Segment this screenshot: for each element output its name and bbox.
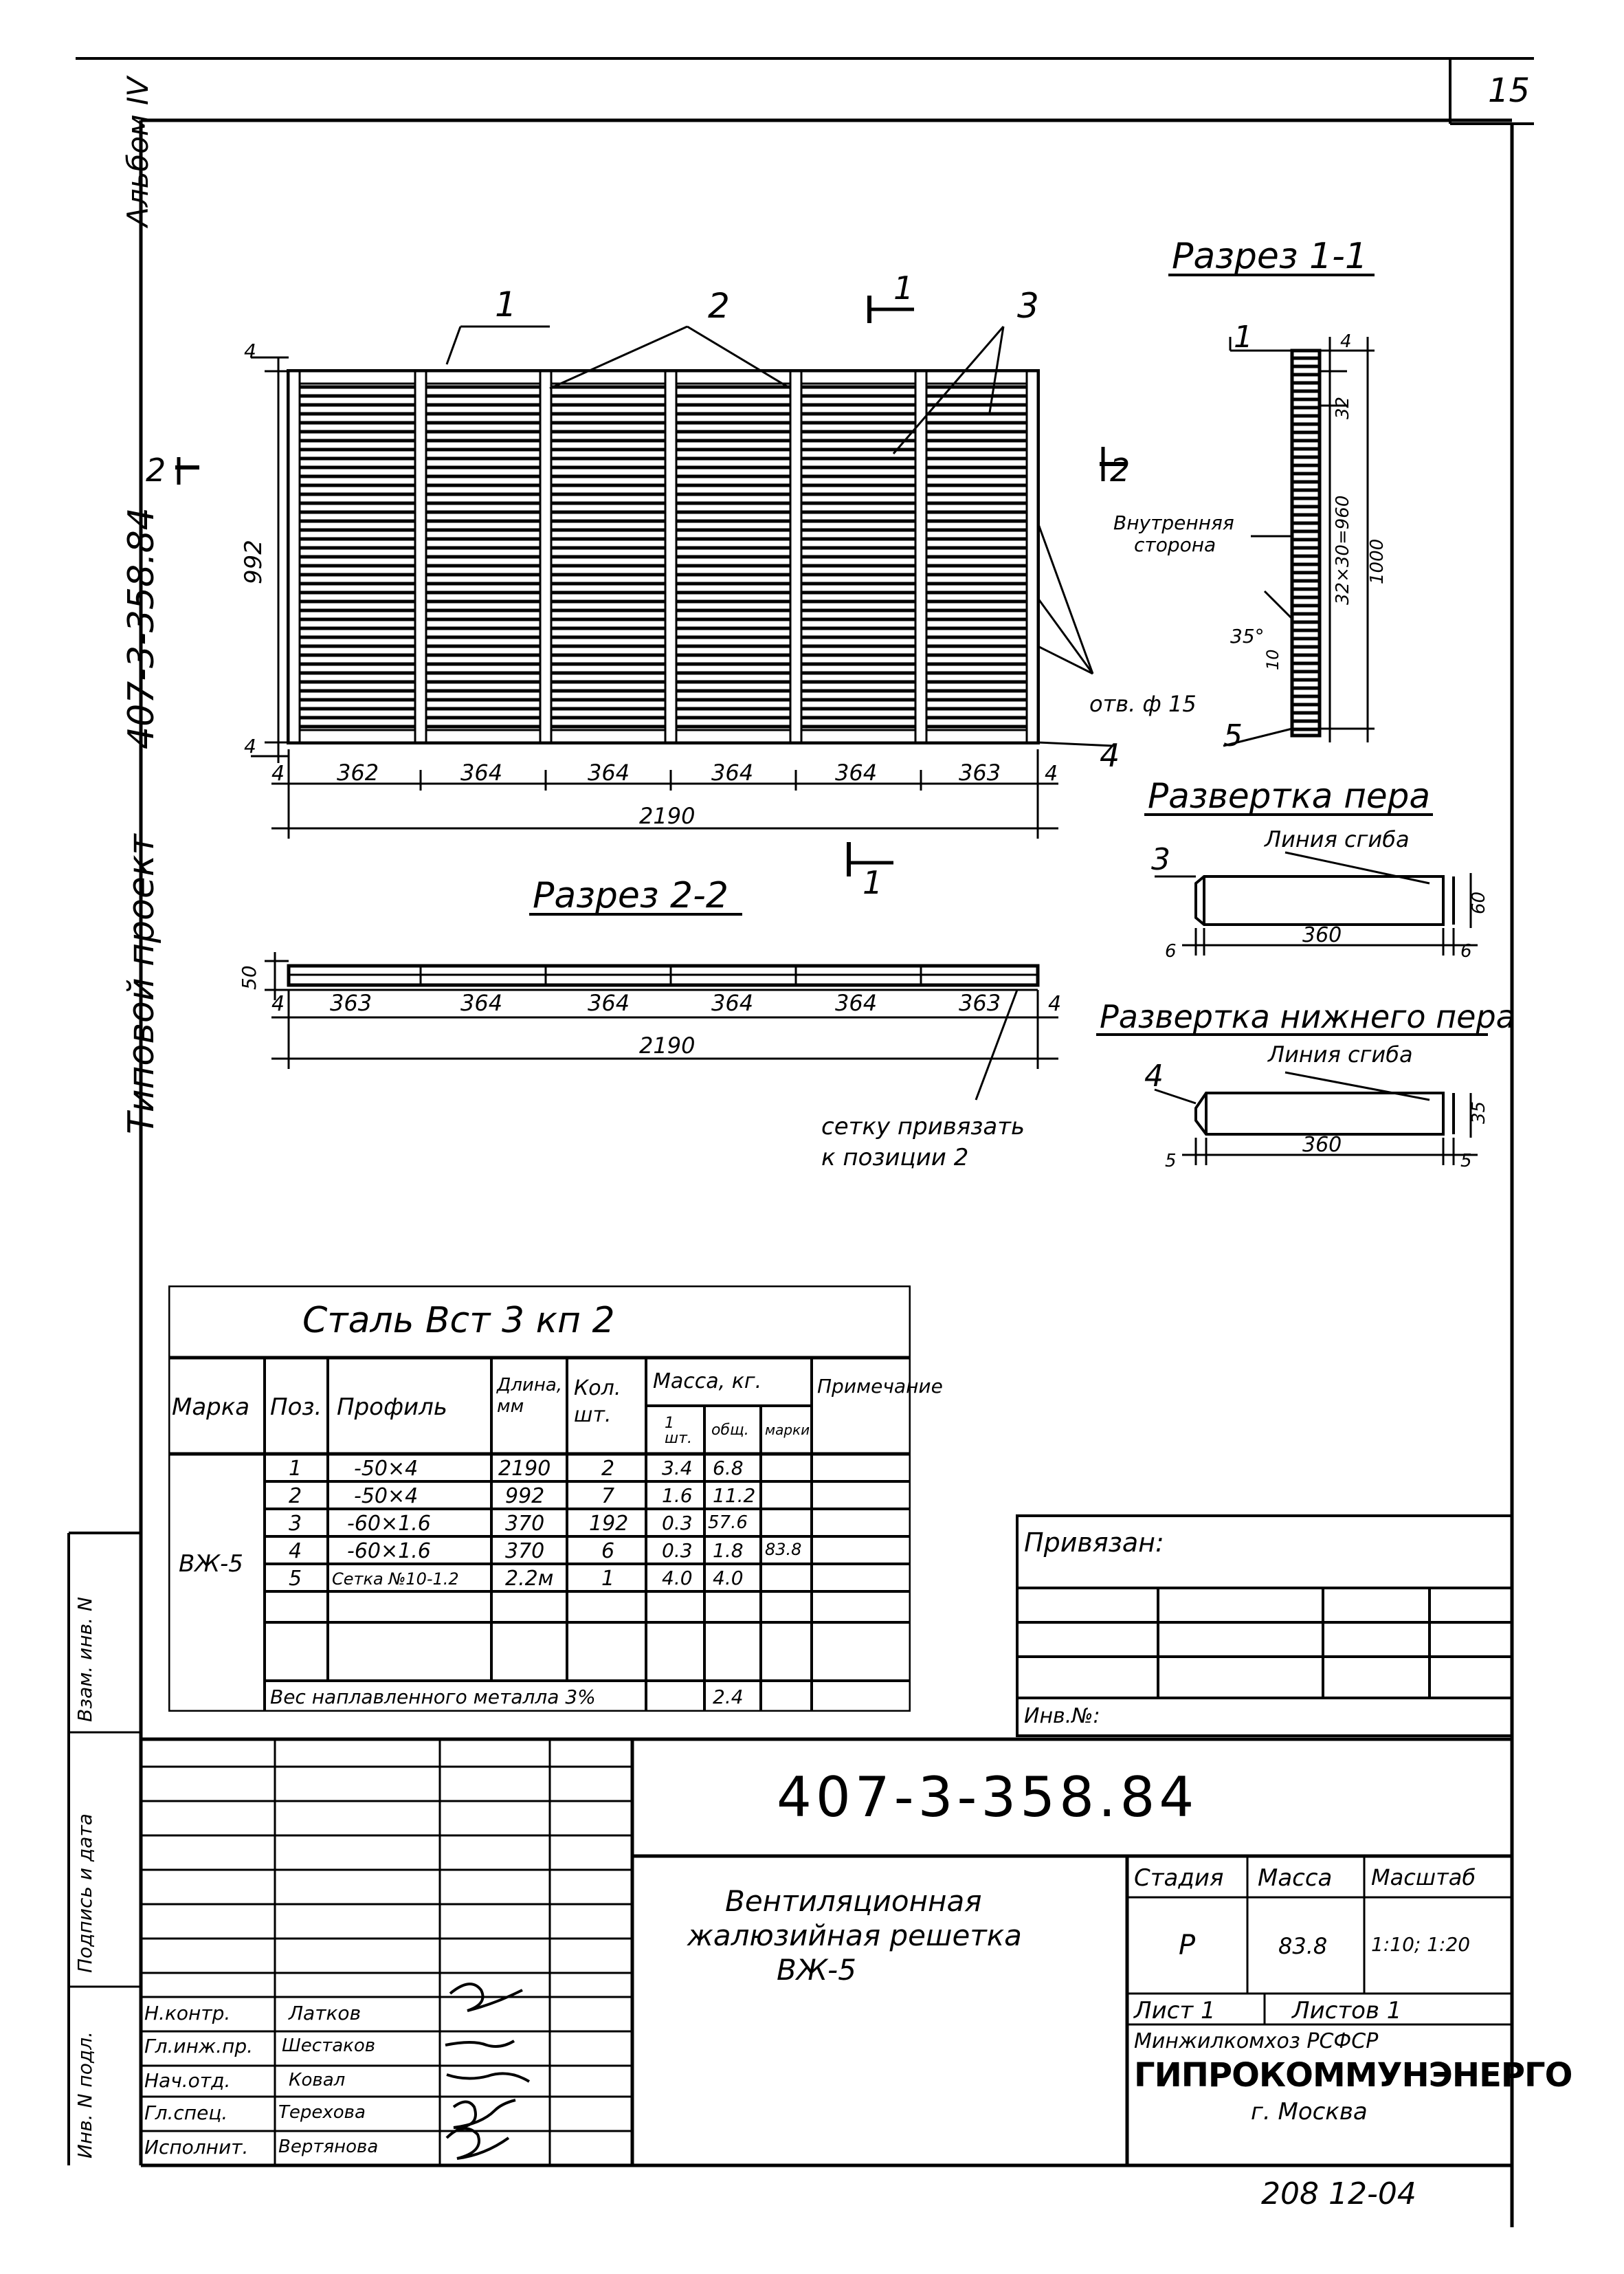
lower-blade-bend: Линия сгиба bbox=[1268, 1041, 1413, 1068]
margin-label-replace: Взам. инв. N bbox=[74, 1597, 96, 1722]
scale-value: 1:10; 1:20 bbox=[1371, 1933, 1471, 1956]
section-2-2-dim-left: 4 bbox=[271, 992, 285, 1016]
spec-weld-label: Вес наплавленного металла 3% bbox=[270, 1686, 596, 1708]
spec-row-profile: -50×4 bbox=[354, 1457, 419, 1481]
blade-unfold-bend: Линия сгиба bbox=[1265, 826, 1410, 852]
signature-1 bbox=[450, 1984, 522, 2011]
callout-3: 3 bbox=[1017, 286, 1039, 326]
spec-row-total: 11.2 bbox=[713, 1484, 756, 1507]
section-mark-1-bottom: 1 bbox=[863, 864, 883, 901]
section-1-1-dim-small: 10 bbox=[1263, 649, 1282, 670]
section-2-2-segment-1: 364 bbox=[460, 990, 503, 1016]
lower-blade-callout: 4 bbox=[1144, 1059, 1164, 1094]
spec-header-mark: Марка bbox=[172, 1393, 250, 1421]
sheets-label: Листов 1 bbox=[1292, 1997, 1402, 2024]
dim-side-right: 4 bbox=[1045, 762, 1058, 786]
role-label: Гл.инж.пр. bbox=[144, 2035, 254, 2057]
spec-row-length: 2190 bbox=[498, 1457, 551, 1481]
spec-header-profile: Профиль bbox=[337, 1393, 447, 1421]
spec-row-total: 57.6 bbox=[708, 1512, 748, 1533]
spec-header-mass-total: общ. bbox=[711, 1422, 749, 1439]
blade-unfold-title: Развертка пера bbox=[1148, 776, 1431, 816]
sheet-label: Лист 1 bbox=[1134, 1997, 1216, 2024]
section-2-2-dim-height: 50 bbox=[238, 965, 260, 990]
spec-row-total: 4.0 bbox=[713, 1567, 744, 1589]
spec-mark: ВЖ-5 bbox=[179, 1550, 243, 1578]
section-2-2-note-2: к позиции 2 bbox=[821, 1144, 969, 1171]
section-1-1-title: Разрез 1-1 bbox=[1172, 236, 1368, 277]
section-1-1-callout-bottom: 5 bbox=[1223, 718, 1243, 753]
spec-header-pos: Поз. bbox=[270, 1393, 322, 1421]
segment-dim-4: 364 bbox=[835, 760, 878, 786]
lower-blade-title: Развертка нижнего пера bbox=[1100, 998, 1515, 1035]
section-1-1-inner-side-2: сторона bbox=[1134, 533, 1216, 556]
margin-label-sign: Подпись и дата bbox=[74, 1813, 96, 1973]
spec-row-unit: 1.6 bbox=[662, 1484, 693, 1507]
hole-note: отв. ф 15 bbox=[1089, 691, 1197, 717]
spec-row-profile: -50×4 bbox=[354, 1484, 419, 1508]
section-1-1-inner-side-1: Внутренняя bbox=[1113, 511, 1234, 534]
signature-4 bbox=[454, 2100, 515, 2128]
spec-row-qty: 2 bbox=[601, 1457, 615, 1481]
spec-header-mass-unit: 1 шт. bbox=[665, 1415, 692, 1447]
section-1-1-dim-span: 32×30=960 bbox=[1333, 495, 1353, 605]
spec-header-mass-mark: марки bbox=[765, 1422, 810, 1438]
spec-row-unit: 0.3 bbox=[662, 1539, 693, 1562]
spec-header-qty: Кол. шт. bbox=[574, 1376, 621, 1427]
spec-row-total: 6.8 bbox=[713, 1457, 744, 1479]
spec-row-pos: 3 bbox=[289, 1512, 302, 1536]
signature-5 bbox=[447, 2128, 509, 2159]
section-2-2-segment-0: 363 bbox=[330, 990, 372, 1016]
section-1-1-dim-32: 32 bbox=[1333, 396, 1353, 419]
spec-row-qty: 1 bbox=[601, 1567, 615, 1591]
spec-weld-value: 2.4 bbox=[713, 1686, 744, 1708]
footer-code: 208 12-04 bbox=[1261, 2176, 1416, 2211]
section-2-2-segment-3: 364 bbox=[711, 990, 754, 1016]
org-name: ГИПРОКОММУНЭНЕРГО bbox=[1134, 2056, 1572, 2095]
side-doc-code: 407-3-358.84 bbox=[121, 507, 162, 749]
spec-row-unit: 0.3 bbox=[662, 1512, 693, 1534]
stage-label: Стадия bbox=[1134, 1864, 1224, 1892]
total-width-dim: 2190 bbox=[639, 803, 696, 829]
segment-dim-5: 363 bbox=[959, 760, 1001, 786]
role-name: Латков bbox=[289, 2002, 361, 2024]
spec-row-profile: -60×1.6 bbox=[347, 1512, 431, 1536]
section-2-2-dim-right: 4 bbox=[1048, 992, 1062, 1016]
title-block-name-line-2: жалюзийная решетка bbox=[687, 1919, 1022, 1952]
role-label: Гл.спец. bbox=[144, 2101, 228, 2124]
dim-top-left: 4 bbox=[244, 340, 256, 362]
section-2-2-segment-2: 364 bbox=[588, 990, 630, 1016]
role-name: Ковал bbox=[289, 2070, 346, 2090]
spec-row-length: 2.2м bbox=[505, 1567, 554, 1591]
mass-value: 83.8 bbox=[1278, 1933, 1328, 1959]
section-mark-2-left: 2 bbox=[146, 452, 166, 489]
callout-4: 4 bbox=[1100, 737, 1120, 774]
spec-mark-mass: 83.8 bbox=[765, 1540, 802, 1559]
blade-unfold-dim-right: 6 bbox=[1460, 941, 1472, 962]
section-2-2-segment-5: 363 bbox=[959, 990, 1001, 1016]
segment-dim-2: 364 bbox=[588, 760, 630, 786]
blade-unfold-callout: 3 bbox=[1151, 842, 1170, 877]
signature-2 bbox=[445, 2041, 514, 2046]
lower-blade-dim-main: 360 bbox=[1302, 1133, 1342, 1157]
spec-row-pos: 4 bbox=[289, 1539, 302, 1563]
spec-row-qty: 192 bbox=[589, 1512, 629, 1536]
spec-row-qty: 6 bbox=[601, 1539, 615, 1563]
segment-dim-0: 362 bbox=[337, 760, 379, 786]
spec-header-mass: Масса, кг. bbox=[653, 1369, 762, 1393]
page-number: 15 bbox=[1488, 71, 1531, 110]
scale-label: Масштаб bbox=[1371, 1864, 1476, 1890]
city: г. Москва bbox=[1251, 2098, 1368, 2126]
callout-2: 2 bbox=[708, 286, 730, 326]
dim-height: 992 bbox=[240, 540, 267, 584]
spec-row-qty: 7 bbox=[601, 1484, 615, 1508]
dim-side-left: 4 bbox=[271, 762, 285, 786]
callout-1: 1 bbox=[495, 285, 517, 324]
spec-row-total: 1.8 bbox=[713, 1539, 744, 1562]
section-2-2-total: 2190 bbox=[639, 1033, 696, 1059]
section-mark-1-top: 1 bbox=[893, 269, 914, 307]
section-2-2-title: Разрез 2-2 bbox=[533, 875, 728, 916]
spec-header-note: Примечание bbox=[817, 1375, 943, 1398]
role-name: Вертянова bbox=[278, 2137, 379, 2157]
spec-row-pos: 1 bbox=[289, 1457, 302, 1481]
album-label: Альбом IV bbox=[121, 76, 155, 227]
section-1-1-dim-top: 4 bbox=[1340, 331, 1352, 352]
binding-label: Привязан: bbox=[1024, 1527, 1164, 1558]
section-1-1-callout-top: 1 bbox=[1234, 320, 1253, 355]
lower-blade-dim-left: 5 bbox=[1165, 1151, 1177, 1171]
spec-row-length: 370 bbox=[505, 1539, 545, 1563]
title-block-code: 407-3-358.84 bbox=[777, 1765, 1199, 1829]
spec-row-profile: -60×1.6 bbox=[347, 1539, 431, 1563]
section-2-2-note-1: сетку привязать bbox=[821, 1113, 1025, 1140]
spec-row-pos: 5 bbox=[289, 1567, 302, 1591]
spec-row-unit: 3.4 bbox=[662, 1457, 693, 1479]
spec-row-pos: 2 bbox=[289, 1484, 302, 1508]
section-2-2-segment-4: 364 bbox=[835, 990, 878, 1016]
role-name: Терехова bbox=[278, 2102, 366, 2123]
dim-bottom-left: 4 bbox=[244, 735, 256, 758]
title-block-name-line-3: ВЖ-5 bbox=[777, 1953, 856, 1987]
spec-row-unit: 4.0 bbox=[662, 1567, 693, 1589]
spec-row-length: 370 bbox=[505, 1512, 545, 1536]
lower-blade-dim-height: 35 bbox=[1469, 1101, 1489, 1124]
role-label: Нач.отд. bbox=[144, 2069, 231, 2092]
mass-label: Масса bbox=[1258, 1864, 1333, 1892]
blade-unfold-dim-left: 6 bbox=[1165, 941, 1177, 962]
stage-value: Р bbox=[1179, 1930, 1196, 1961]
ministry: Минжилкомхоз РСФСР bbox=[1134, 2029, 1379, 2053]
signature-3 bbox=[447, 2073, 529, 2082]
blade-unfold-dim-main: 360 bbox=[1302, 923, 1342, 947]
role-name: Шестаков bbox=[282, 2035, 376, 2056]
spec-row-length: 992 bbox=[505, 1484, 545, 1508]
spec-title: Сталь Вст 3 кп 2 bbox=[302, 1300, 615, 1341]
role-label: Исполнит. bbox=[144, 2136, 249, 2159]
segment-dim-3: 364 bbox=[711, 760, 754, 786]
section-1-1-angle: 35° bbox=[1230, 625, 1265, 648]
title-block-name-line-1: Вентиляционная bbox=[725, 1884, 982, 1918]
lower-blade-dim-right: 5 bbox=[1460, 1151, 1472, 1171]
role-label: Н.контр. bbox=[144, 2002, 231, 2024]
binding-inv-label: Инв.№: bbox=[1024, 1704, 1100, 1728]
spec-header-length: Длина, мм bbox=[497, 1375, 563, 1417]
blade-unfold-dim-height: 60 bbox=[1469, 891, 1489, 914]
section-1-1-dim-total: 1000 bbox=[1367, 538, 1388, 584]
spec-row-profile: Сетка №10-1.2 bbox=[332, 1569, 459, 1589]
section-mark-2-right: 2 bbox=[1110, 452, 1131, 489]
project-label: Типовой проект bbox=[121, 834, 162, 1134]
margin-label-inv: Инв. N подл. bbox=[74, 2031, 96, 2159]
segment-dim-1: 364 bbox=[460, 760, 503, 786]
